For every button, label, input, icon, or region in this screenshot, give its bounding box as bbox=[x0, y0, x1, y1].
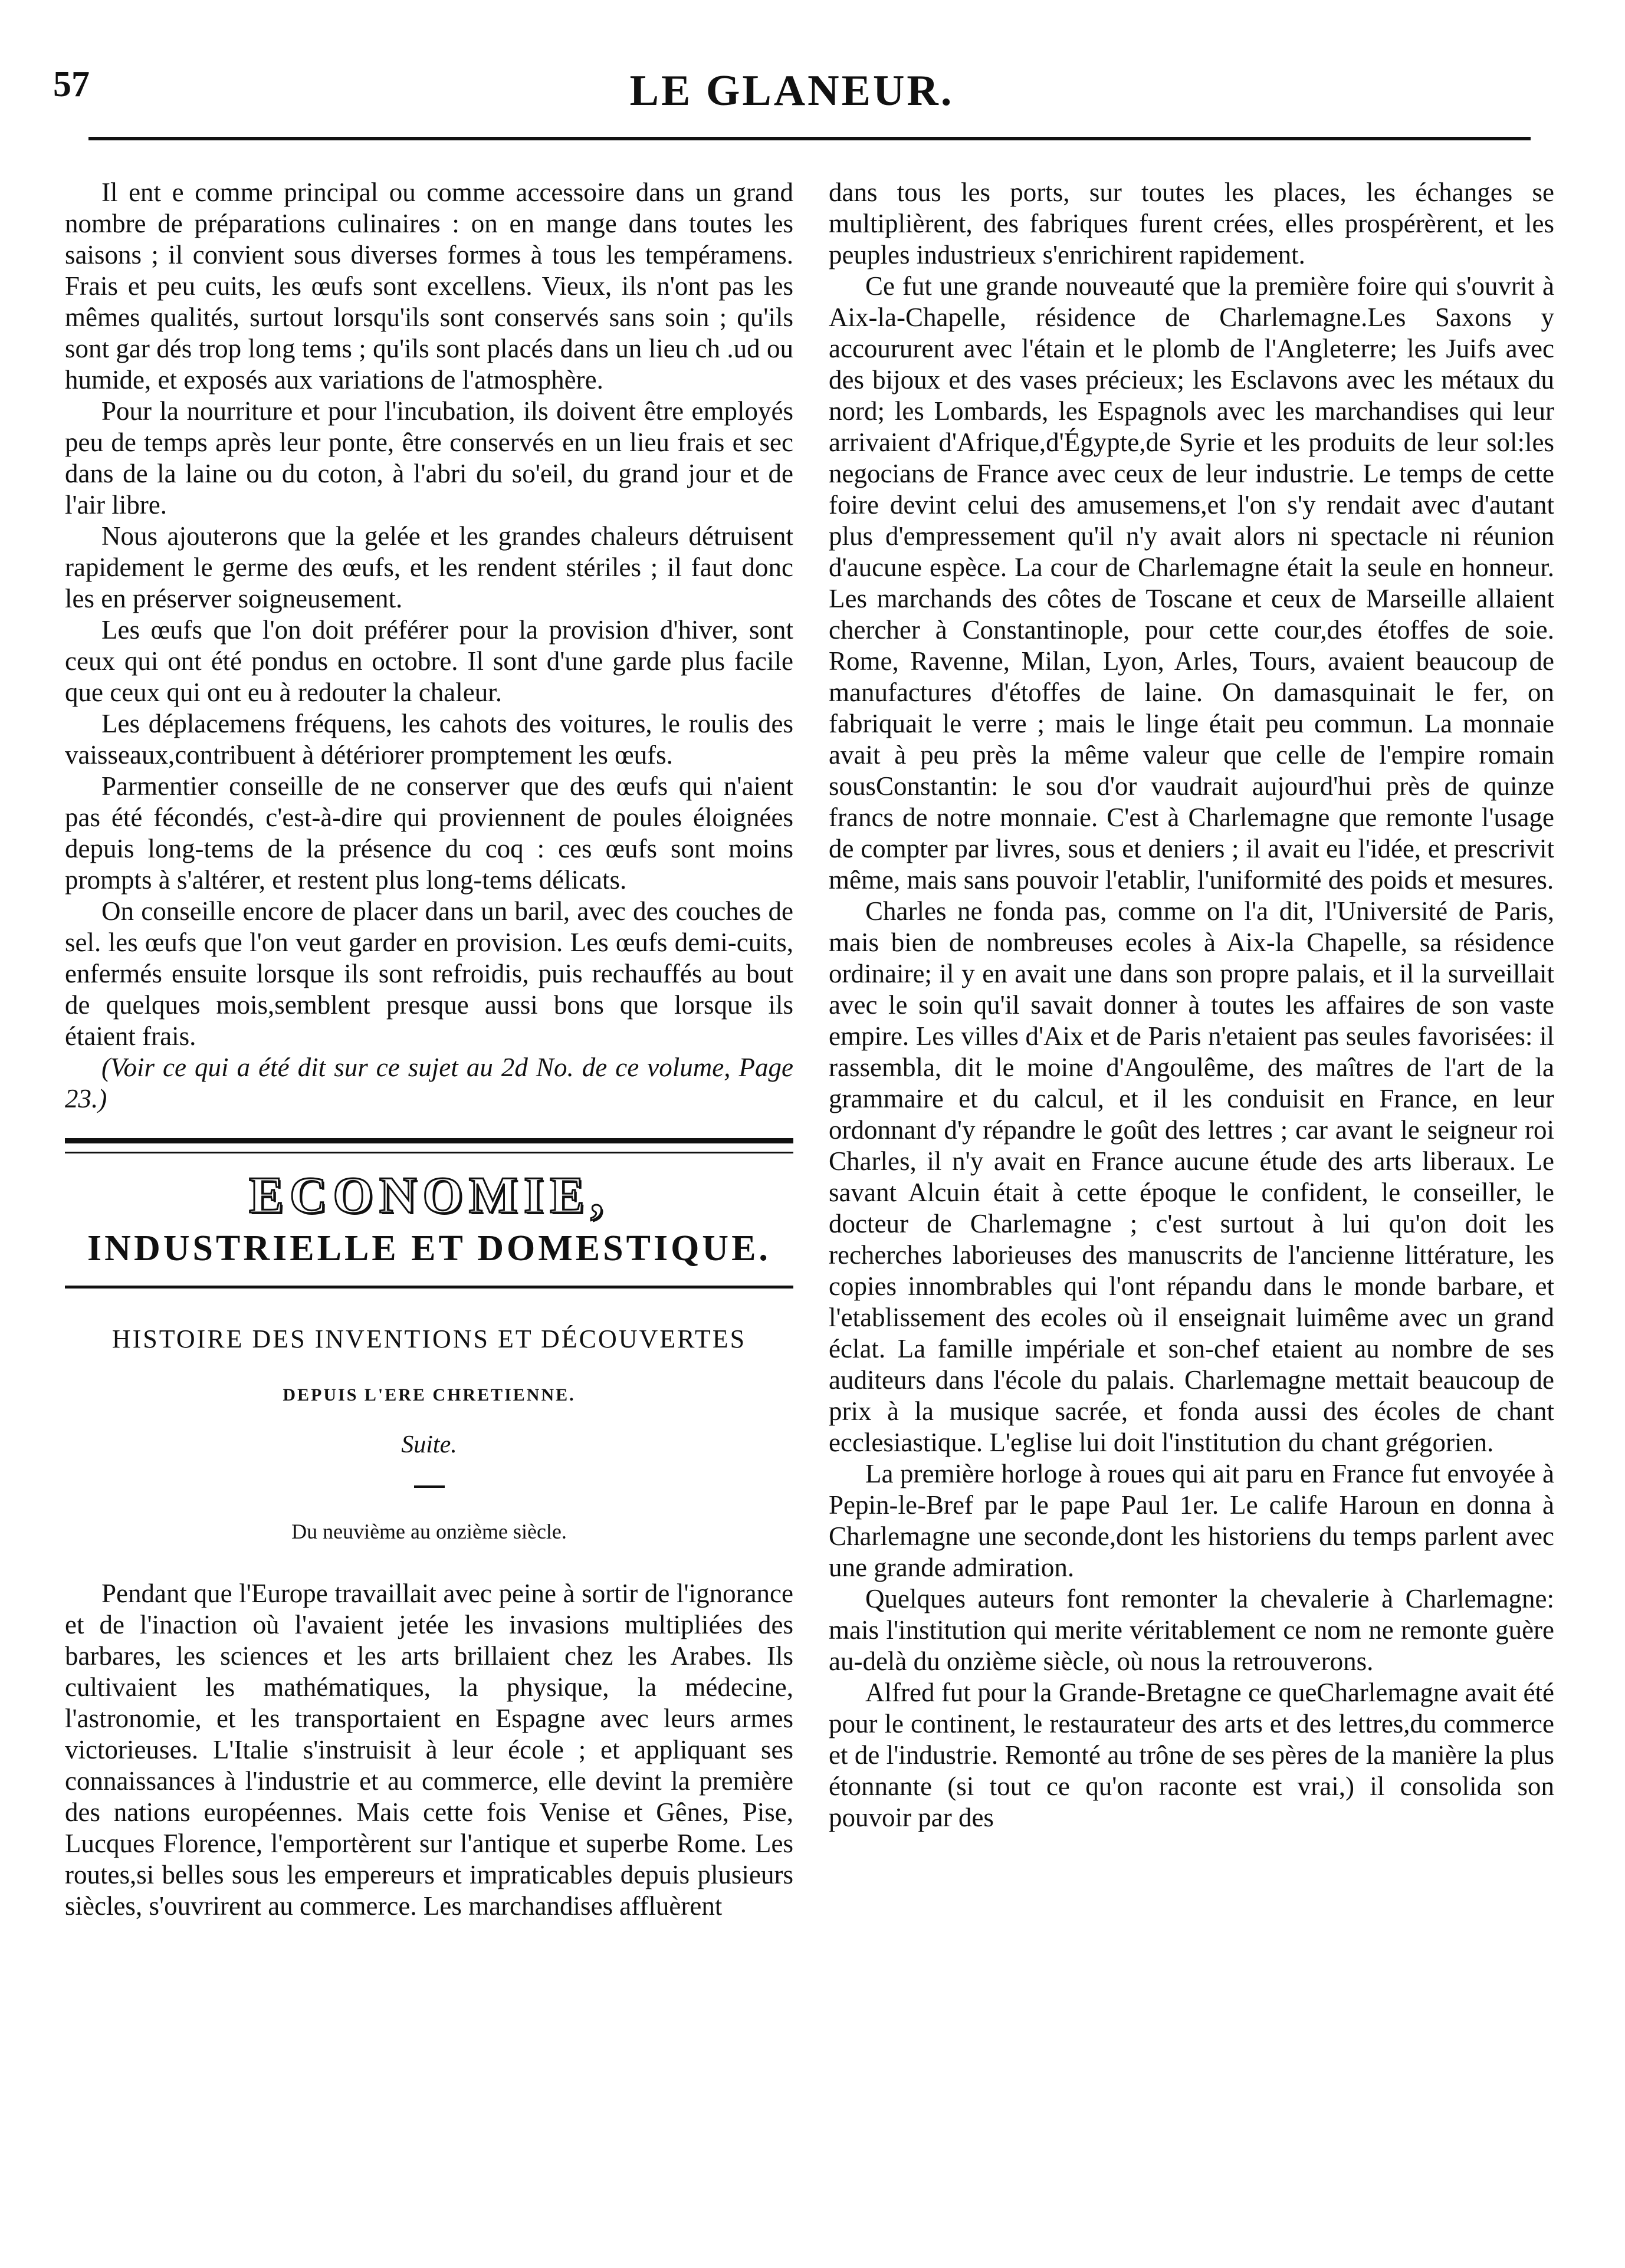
paragraph: Alfred fut pour la Grande-Bretagne ce queCharlemagne avait été pour le continent, le restaurateur des arts et des lettres,du commerce et de l'industrie. Remonté au trône de ses pères de la manière la plus étonnante (si tout ce qu'on raconte est vrai,) il consolida son pouvoir par des bbox=[829, 1678, 1554, 1832]
paragraph: Les œufs que l'on doit préférer pour la provision d'hiver, sont ceux qui ont été pondus en octobre. Il sont d'une garde plus facile que ceux qui ont eu à redouter la chaleur. bbox=[65, 615, 793, 707]
section-rule bbox=[65, 1286, 793, 1289]
article-period: Du neuvième au onzième siècle. bbox=[291, 1520, 567, 1543]
paragraph: Nous ajouterons que la gelée et les grandes chaleurs détruisent rapidement le germe des œufs, et les rendent stériles ; il faut donc les en préserver soigneusement. bbox=[65, 521, 793, 613]
article-title: HISTOIRE DES INVENTIONS ET DÉCOUVERTES bbox=[111, 1324, 747, 1353]
section-subtitle: INDUSTRIELLE ET DOMESTIQUE. bbox=[87, 1228, 771, 1268]
short-dash bbox=[414, 1485, 445, 1488]
header-rule bbox=[88, 137, 1531, 140]
paragraph: Pour la nourriture et pour l'incubation, ils doivent être employés peu de temps après leur ponte, être conservés en un lieu frais et sec dans de la laine ou du coton, à l'abri du so'eil, du grand jour et de l'air libre. bbox=[65, 396, 793, 520]
paragraph: Quelques auteurs font remonter la chevalerie à Charlemagne: mais l'institution qui merite véritablement ce nom ne remonte guère au-delà du onzième siècle, où nous la retrouverons. bbox=[829, 1584, 1554, 1676]
section-title: ECONOMIE, bbox=[249, 1167, 609, 1224]
section-divider bbox=[65, 1138, 793, 1153]
paragraph: dans tous les ports, sur toutes les places, les échanges se multiplièrent, des fabriques furent crées, elles prospérèrent, et les peuples industrieux s'enrichirent rapidement. bbox=[829, 178, 1554, 269]
page-header bbox=[53, 64, 1531, 158]
paragraph: Les déplacemens fréquens, les cahots des voitures, le roulis des vaisseaux,contribuent à détériorer promptement les œufs. bbox=[65, 709, 793, 770]
paragraph: La première horloge à roues qui ait paru en France fut envoyée à Pepin-le-Bref par le pape Paul 1er. Le calife Haroun en donna à Charlemagne une seconde,dont les historiens du temps parlent avec une grande admiration. bbox=[829, 1459, 1554, 1582]
right-column bbox=[829, 177, 1554, 1833]
article-suite: Suite. bbox=[401, 1431, 457, 1458]
left-column bbox=[65, 177, 793, 1922]
paragraph: Pendant que l'Europe travaillait avec peine à sortir de l'ignorance et de l'inaction où l'avaient jetée les invasions multipliées des barbares, les sciences et les arts brillaient chez les Arabes. Ils cultivaient les mathématiques, la physique, la médecine, l'astronomie, et les transportaient en Espagne avec leurs armes victorieuses. L'Italie s'instruisit à leur école ; et appliquant ses connaissances à l'industrie et au commerce, elle devint la première des nations européennes. Mais cette fois Venise et Gênes, Pise, Lucques Florence, l'emportèrent sur l'antique et superbe Rome. Les routes,si belles sous les empereurs et impraticables depuis plusieurs siècles, s'ouvrirent au commerce. Les marchandises affluèrent bbox=[65, 1579, 793, 1921]
paragraph: Parmentier conseille de ne conserver que des œufs qui n'aient pas été fécondés, c'est-à-dire qui proviennent de poules éloignées depuis long-tems de la présence du coq : ces œufs sont moins prompts à s'altérer, et restent plus long-tems délicats. bbox=[65, 771, 793, 895]
paragraph: Ce fut une grande nouveauté que la première foire qui s'ouvrit à Aix-la-Chapelle, résidence de Charlemagne.Les Saxons y accoururent avec l'étain et le plomb de l'Angleterre; les Juifs avec des bijoux et des vases précieux; les Esclavons avec les métaux du nord; les Lombards, les Espagnols avec les marchandises qui leur arrivaient d'Afrique,d'Égypte,de Syrie et les produits de leur sol:les negocians de France avec ceux de leur industrie. Le temps de cette foire devint celui des amusemens,et l'on s'y rendait avec d'autant plus d'empressement qu'il n'y avait alors ni spectacle ni réunion d'aucune espèce. La cour de Charlemagne était la seule en honneur. Les marchands des côtes de Toscane et ceux de Marseille allaient chercher à Constantinople, pour cette cour,des étoffes de soie. Rome, Ravenne, Milan, Lyon, Arles, Tours, avaient beaucoup de manufactures d'étoffes de laine. On damasquinait le fer, on fabriquait le verre ; mais le linge était peu commun. La monnaie avait à peu près la même valeur que celle de l'empire romain sousConstantin: le sou d'or vaudrait aujourd'hui près de quinze francs de notre monnaie. C'est à Charlemagne que remonte l'usage de compter par livres, sous et deniers ; il avait eu l'idée, et prescrivit même, mais sans pouvoir l'etablir, l'uniformité des poids et mesures. bbox=[829, 271, 1554, 895]
paragraph: Charles ne fonda pas, comme on l'a dit, l'Université de Paris, mais bien de nombreuses ecoles à Aix-la Chapelle, sa résidence ordinaire; il y en avait une dans son propre palais, et il la surveillait avec le soin qu'il savait donner à toutes les affaires de son vaste empire. Les villes d'Aix et de Paris n'etaient pas seules favorisées: il rassembla, dit le moine d'Angoulême, des maîtres de l'art de la grammaire et du calcul, et il les conduisit en France, en leur ordonnant d'y répandre le goût des lettres ; car avant le seigneur roi Charles, il n'y avait en France aucune étude des arts liberaux. Le savant Alcuin était à cette époque le confident, le conseiller, le docteur de Charlemagne ; c'est surtout à lui qu'on doit les recherches laborieuses des manuscrits de l'ancienne littérature, les copies innombrables qui l'ont répandu dans le monde barbare, et l'etablissement des ecoles où il enseignait luimême avec un grand éclat. La famille impériale et son-chef etaient au nombre de ses auditeurs dans l'école du palais. Charlemagne mettait beaucoup de prix à la musique sacrée, et fonda aussi des écoles de chant ecclesiastique. L'eglise lui doit l'institution du chant grégorien. bbox=[829, 896, 1554, 1457]
article-body bbox=[65, 1578, 793, 1922]
paragraph: Il ent e comme principal ou comme accessoire dans un grand nombre de préparations culinaires : on en mange dans toutes les saisons ; il convient sous diverses formes à tous les tempéramens. Frais et peu cuits, les œufs sont excellens. Vieux, ils n'ont pas les mêmes qualités, surtout lorsqu'ils sont conservés sans soin ; qu'ils sont gar dés trop long tems ; qu'ils sont placés dans un lieu ch .ud ou humide, et exposés aux variations de l'atmosphère. bbox=[65, 178, 793, 395]
running-title: LE GLANEUR. bbox=[629, 67, 954, 115]
page-number: 57 bbox=[53, 64, 90, 104]
article-subtitle: DEPUIS L'ERE CHRETIENNE. bbox=[283, 1385, 576, 1405]
paragraph: On conseille encore de placer dans un baril, avec des couches de sel. les œufs que l'on veut garder en provision. Les œufs demi-cuits, enfermés ensuite lorsque ils sont refroidis, puis rechauffés au bout de quelques mois,semblent presque aussi bons que lorsque ils étaient frais. bbox=[65, 896, 793, 1051]
reference-note: (Voir ce qui a été dit sur ce sujet au 2d No. de ce volume, Page 23.) bbox=[65, 1053, 793, 1113]
